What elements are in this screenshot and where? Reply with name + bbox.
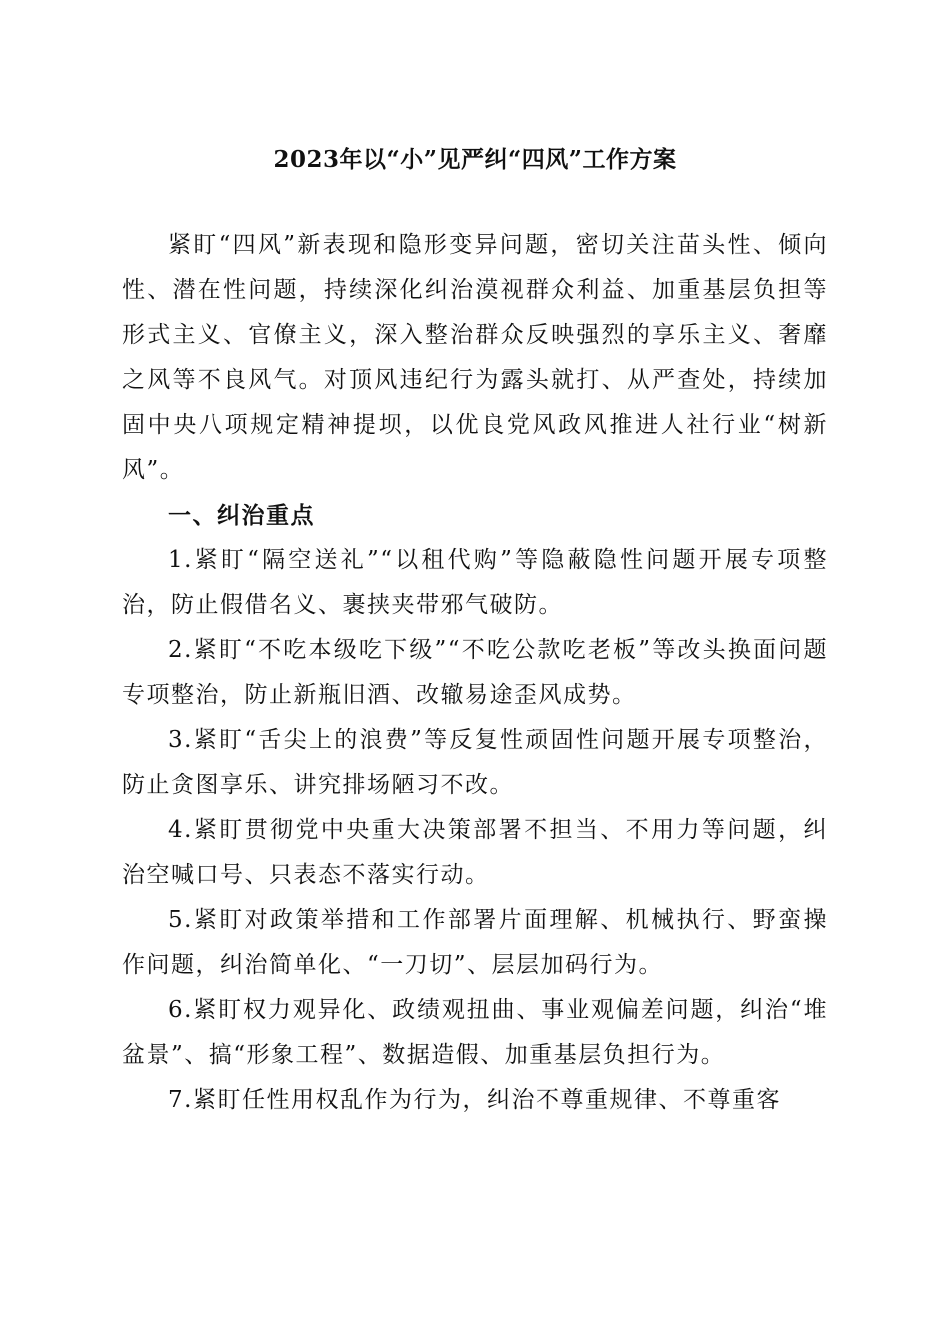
intro-paragraph: 紧盯“四风”新表现和隐形变异问题，密切关注苗头性、倾向性、潜在性问题，持续深化纠治漠视群众利益、加重基层负担等形式主义、官僚主义，深入整治群众反映强烈的享乐主义、奢靡之风等不良风气。对顶风违纪行为露头就打、从严查处，持续加固中央八项规定精神提坝，以优良党风政风推进人社行业“树新风”。 xyxy=(122,232,828,483)
document-title: 2023年以“小”见严纠“四风”工作方案 xyxy=(273,146,677,173)
list-item: 7.紧盯任性用权乱作为行为，纠治不尊重规律、不尊重客 xyxy=(168,1087,781,1113)
list-item: 2.紧盯“不吃本级吃下级”“不吃公款吃老板”等改头换面问题专项整治，防止新瓶旧酒、改辙易途歪风成势。 xyxy=(122,637,828,708)
list-item: 6.紧盯权力观异化、政绩观扭曲、事业观偏差问题，纠治“堆盆景”、搞“形象工程”、数据造假、加重基层负担行为。 xyxy=(122,997,828,1068)
section-heading-focus: 一、纠治重点 xyxy=(168,502,315,529)
document-body xyxy=(122,223,828,1123)
list-item: 1.紧盯“隔空送礼”“以租代购”等隐蔽隐性问题开展专项整治，防止假借名义、裹挟夹带邪气破防。 xyxy=(122,547,828,618)
list-item: 5.紧盯对政策举措和工作部署片面理解、机械执行、野蛮操作问题，纠治简单化、“一刀切”、层层加码行为。 xyxy=(122,907,828,978)
list-item: 4.紧盯贯彻党中央重大决策部署不担当、不用力等问题，纠治空喊口号、只表态不落实行动。 xyxy=(122,817,828,888)
list-item: 3.紧盯“舌尖上的浪费”等反复性顽固性问题开展专项整治，防止贪图享乐、讲究排场陋习不改。 xyxy=(122,727,828,798)
